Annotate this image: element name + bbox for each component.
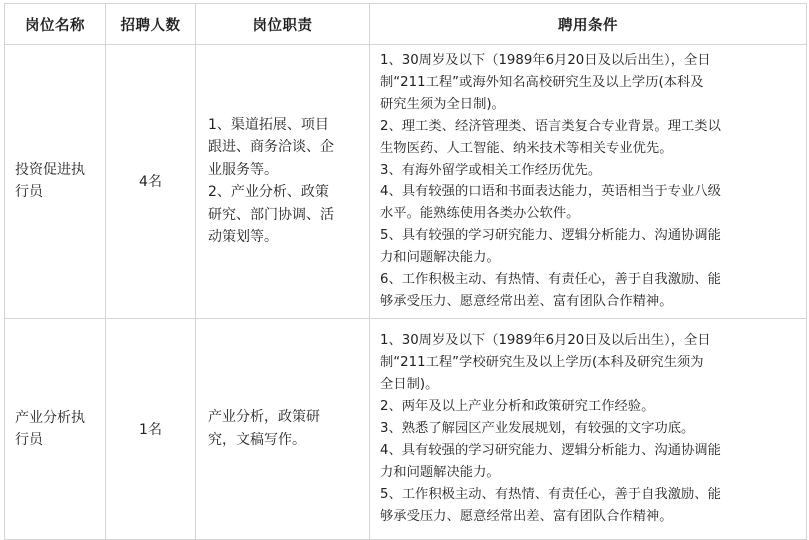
position-name-line: 投资促进执 (15, 162, 85, 179)
requirement-line: 2、理工类、经济管理类、语言类复合专业背景。理工类以 (380, 118, 721, 134)
requirement-line: 1、30周岁及以下（1989年6月20日及以后出生），全日 (380, 333, 711, 349)
requirements-cell (370, 45, 807, 319)
duty-line: 动策划等。 (208, 229, 278, 246)
requirement-line: 制“211工程”或海外知名高校研究生及以上学历(本科及 (380, 74, 704, 90)
headcount-cell: 1名 (106, 318, 196, 539)
requirement-line: 力和问题解决能力。 (380, 464, 500, 480)
requirement-line: 4、具有较强的学习研究能力、逻辑分析能力、沟通协调能 (380, 442, 721, 458)
header-duties: 岗位职责 (196, 4, 370, 45)
table-row (5, 45, 807, 319)
table-body (5, 45, 807, 540)
requirement-line: 1、30周岁及以下（1989年6月20日及以后出生），全日 (380, 53, 711, 68)
header-headcount: 招聘人数 (106, 4, 196, 45)
requirements-cell (370, 318, 807, 539)
position-name-line: 行员 (15, 431, 43, 448)
table-header (5, 4, 807, 45)
duty-line: 究，文稿写作。 (208, 431, 306, 448)
requirement-line: 5、工作积极主动、有热情、有责任心，善于自我激励、能 (380, 486, 721, 502)
requirement-line: 全日制)。 (380, 377, 439, 393)
duty-line: 业服务等。 (208, 161, 278, 178)
requirement-line: 4、具有较强的口语和书面表达能力，英语相当于专业八级 (380, 184, 721, 200)
duty-line: 跟进、商务洽谈、企 (208, 139, 334, 156)
headcount-cell: 4名 (106, 45, 196, 319)
duty-line: 研究、部门协调、活 (208, 206, 334, 223)
header-row (5, 4, 807, 45)
position-name-line: 行员 (15, 184, 43, 201)
requirement-line: 2、两年及以上产业分析和政策研究工作经验。 (380, 399, 655, 415)
table-row (5, 318, 807, 539)
duties-cell (196, 45, 370, 319)
requirement-line: 够承受压力、愿意经常出差、富有团队合作精神。 (380, 293, 673, 309)
requirement-line: 5、具有较强的学习研究能力、逻辑分析能力、沟通协调能 (380, 228, 721, 244)
position-name-cell (5, 318, 106, 539)
duties-cell (196, 318, 370, 539)
position-name-line: 产业分析执 (15, 409, 85, 426)
duty-line: 1、渠道拓展、项目 (208, 116, 329, 133)
requirement-line: 够承受压力、愿意经常出差、富有团队合作精神。 (380, 508, 673, 524)
position-name-cell (5, 45, 106, 319)
requirement-line: 力和问题解决能力。 (380, 250, 500, 266)
requirement-line: 3、熟悉了解园区产业发展规划，有较强的文字功底。 (380, 420, 695, 436)
requirement-line: 研究生须为全日制)。 (380, 96, 505, 112)
requirement-line: 6、工作积极主动、有热情、有责任心，善于自我激励、能 (380, 272, 721, 288)
header-position-name: 岗位名称 (5, 4, 106, 45)
duty-line: 2、产业分析、政策 (208, 184, 329, 201)
requirement-line: 制“211工程”学校研究生及以上学历(本科及研究生须为 (380, 355, 704, 371)
requirement-line: 生物医药、人工智能、纳米技术等相关专业优先。 (380, 140, 673, 156)
requirement-line: 3、有海外留学或相关工作经历优先。 (380, 162, 602, 178)
requirement-line: 水平。能熟练使用各类办公软件。 (380, 206, 580, 222)
duty-line: 产业分析，政策研 (208, 409, 320, 426)
header-requirements: 聘用条件 (370, 4, 807, 45)
recruitment-table (4, 3, 807, 540)
